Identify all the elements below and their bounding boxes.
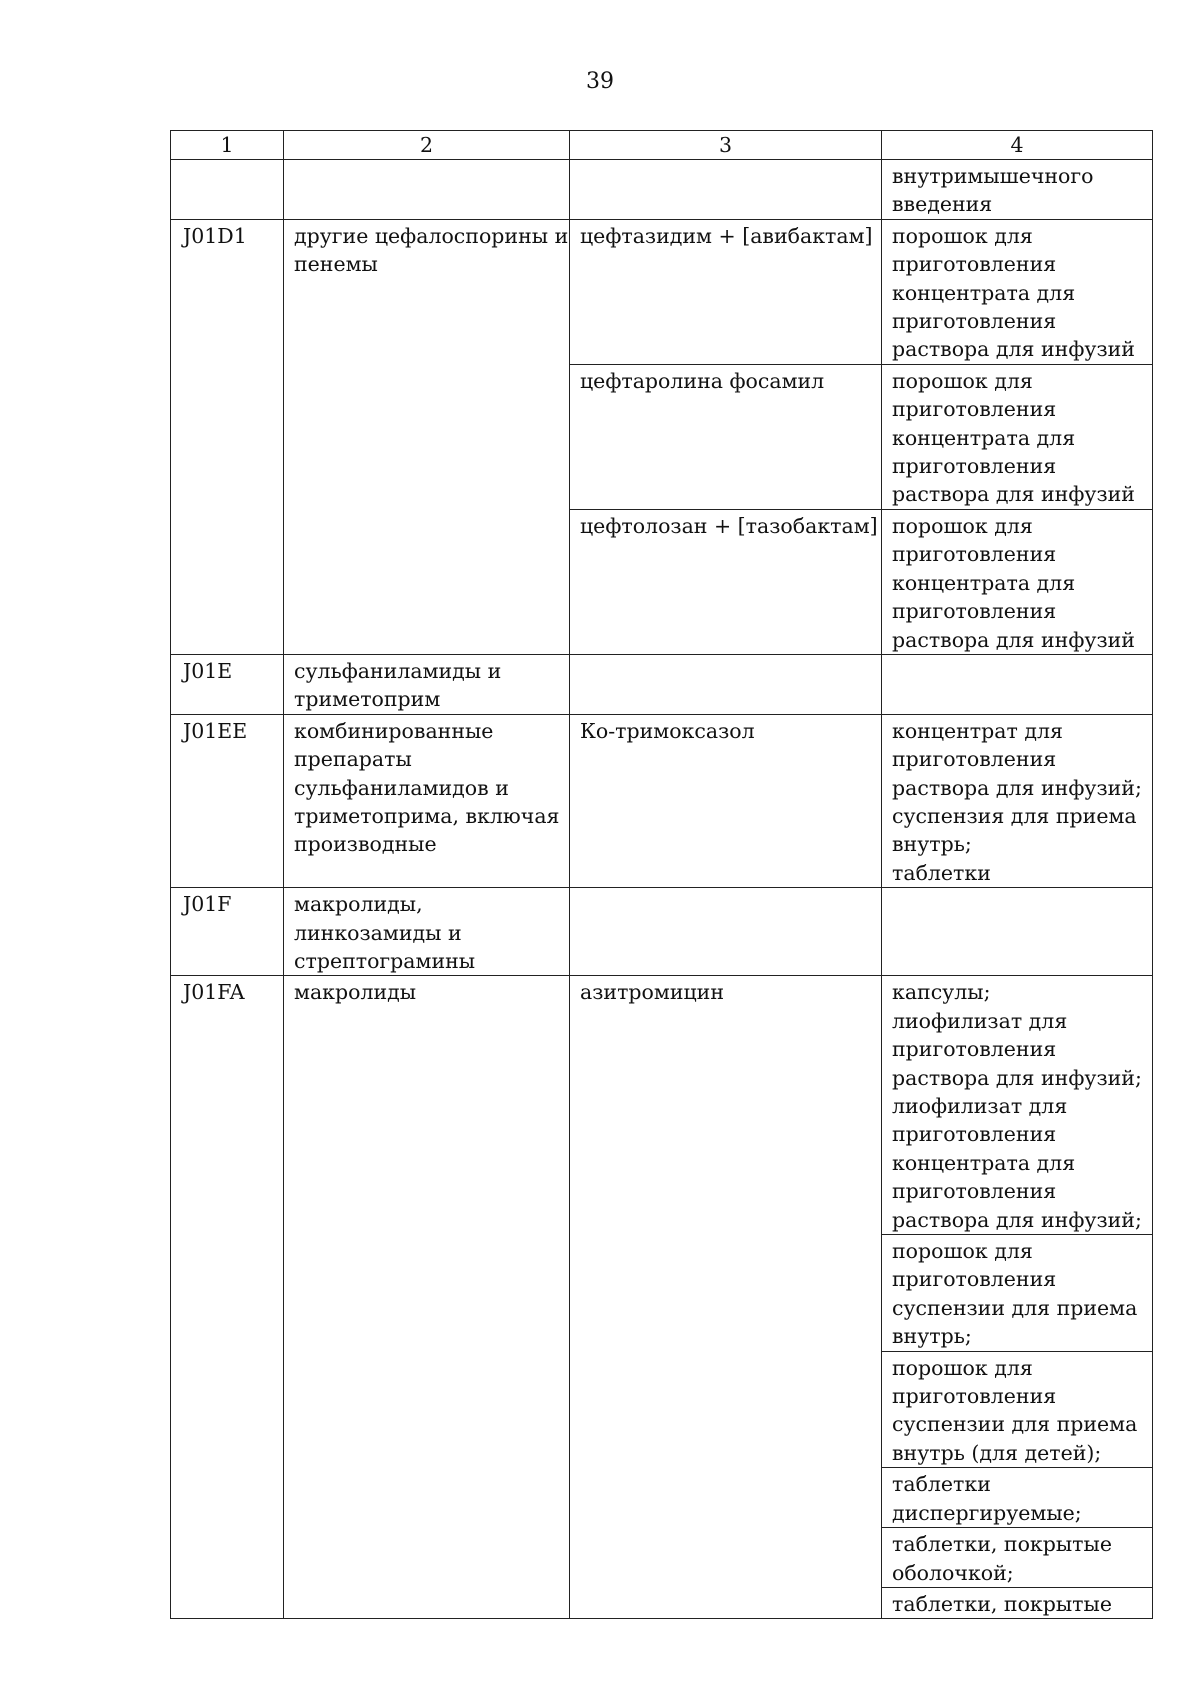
atc-code-cell: J01E bbox=[171, 654, 284, 714]
cell-text-line: приготовления bbox=[892, 1179, 1057, 1204]
atc-code-cell bbox=[171, 160, 284, 220]
dosage-form-cell bbox=[882, 976, 1153, 1235]
cell-text-line: линкозамиды и bbox=[294, 920, 462, 945]
cell-text-line: комбинированные bbox=[294, 718, 494, 743]
cell-text-line: концентрата для bbox=[892, 1150, 1076, 1175]
cell-text-line: раствора для инфузий bbox=[892, 482, 1135, 507]
cell-text-line: сульфаниламиды и bbox=[294, 658, 502, 683]
cell-text-line: цефтазидим + [авибактам] bbox=[580, 223, 873, 248]
cell-text-line: приготовления bbox=[892, 747, 1057, 772]
column-header-3: 3 bbox=[570, 131, 882, 160]
cell-text-line: приготовления bbox=[892, 542, 1057, 567]
atc-code-cell: J01FA bbox=[171, 976, 284, 1619]
cell-text-line: производные bbox=[294, 832, 437, 857]
cell-text-line: приготовления bbox=[892, 1384, 1057, 1409]
drug-name-cell bbox=[570, 509, 882, 654]
cell-text-line: приготовления bbox=[892, 1122, 1057, 1147]
group-name-cell bbox=[284, 976, 570, 1619]
column-header-4: 4 bbox=[882, 131, 1153, 160]
cell-text-line: азитромицин bbox=[580, 980, 724, 1005]
dosage-form-cell bbox=[882, 1468, 1153, 1528]
cell-text-line: раствора для инфузий; bbox=[892, 1207, 1142, 1232]
cell-text-line: приготовления bbox=[892, 454, 1057, 479]
cell-text-line: раствора для инфузий bbox=[892, 627, 1135, 652]
table-row bbox=[171, 160, 1153, 220]
cell-text-line: макролиды bbox=[294, 980, 417, 1005]
dosage-form-cell bbox=[882, 888, 1153, 976]
column-header-2: 2 bbox=[284, 131, 570, 160]
cell-text-line: оболочкой; bbox=[892, 1560, 1014, 1585]
cell-text-line: суспензии для приема bbox=[892, 1295, 1138, 1320]
atc-code-cell: J01F bbox=[171, 888, 284, 976]
cell-text-line: триметоприм bbox=[294, 687, 441, 712]
dosage-form-cell bbox=[882, 364, 1153, 509]
dosage-form-cell bbox=[882, 654, 1153, 714]
cell-text-line: таблетки bbox=[892, 860, 991, 885]
drug-name-cell bbox=[570, 654, 882, 714]
cell-text-line: капсулы; bbox=[892, 980, 991, 1005]
drug-name-cell bbox=[570, 160, 882, 220]
cell-text-line: введения bbox=[892, 192, 993, 217]
dosage-form-cell bbox=[882, 714, 1153, 887]
group-name-cell bbox=[284, 160, 570, 220]
cell-text-line: приготовления bbox=[892, 252, 1057, 277]
cell-text-line: таблетки, покрытые bbox=[892, 1532, 1112, 1557]
cell-text-line: суспензии для приема bbox=[892, 1412, 1138, 1437]
cell-text-line: препараты bbox=[294, 747, 412, 772]
cell-text-line: концентрат для bbox=[892, 718, 1063, 743]
dosage-form-cell bbox=[882, 1351, 1153, 1468]
drug-name-cell bbox=[570, 888, 882, 976]
cell-text-line: таблетки, покрытые bbox=[892, 1591, 1112, 1616]
cell-text-line: пенемы bbox=[294, 252, 378, 277]
cell-text-line: суспензия для приема bbox=[892, 803, 1137, 828]
cell-text-line: диспергируемые; bbox=[892, 1500, 1082, 1525]
page-number: 39 bbox=[586, 69, 614, 94]
cell-text-line: лиофилизат для bbox=[892, 1008, 1068, 1033]
cell-text-line: порошок для bbox=[892, 513, 1033, 538]
cell-text-line: раствора для инфузий; bbox=[892, 775, 1142, 800]
drug-name-cell bbox=[570, 364, 882, 509]
atc-code-cell: J01D1 bbox=[171, 219, 284, 654]
cell-text-line: цефтолозан + [тазобактам] bbox=[580, 513, 878, 538]
cell-text-line: другие цефалоспорины и bbox=[294, 223, 569, 248]
dosage-form-cell bbox=[882, 1235, 1153, 1352]
cell-text-line: таблетки bbox=[892, 1472, 991, 1497]
cell-text-line: цефтаролина фосамил bbox=[580, 368, 825, 393]
cell-text-line: приготовления bbox=[892, 1267, 1057, 1292]
cell-text-line: внутрь; bbox=[892, 832, 972, 857]
dosage-form-cell bbox=[882, 219, 1153, 364]
cell-text-line: порошок для bbox=[892, 368, 1033, 393]
cell-text-line: приготовления bbox=[892, 309, 1057, 334]
table-row bbox=[171, 976, 1153, 1235]
header-row bbox=[171, 131, 1153, 160]
cell-text-line: лиофилизат для bbox=[892, 1094, 1068, 1118]
cell-text-line: раствора для инфузий bbox=[892, 337, 1135, 362]
cell-text-line: внутримышечного bbox=[892, 164, 1094, 188]
drug-name-cell bbox=[570, 219, 882, 364]
cell-text-line: концентрата для bbox=[892, 570, 1076, 595]
table-row bbox=[171, 714, 1153, 887]
cell-text-line: внутрь (для детей); bbox=[892, 1440, 1102, 1465]
cell-text-line: триметоприма, включая bbox=[294, 803, 560, 828]
cell-text-line: приготовления bbox=[892, 397, 1057, 422]
atc-code-cell: J01EE bbox=[171, 714, 284, 887]
dosage-form-cell bbox=[882, 1587, 1153, 1618]
cell-text-line: приготовления bbox=[892, 599, 1057, 624]
cell-text-line: концентрата для bbox=[892, 280, 1076, 305]
cell-text-line: раствора для инфузий; bbox=[892, 1065, 1142, 1090]
cell-text-line: порошок для bbox=[892, 1355, 1033, 1380]
drug-name-cell bbox=[570, 714, 882, 887]
table-body bbox=[171, 131, 1153, 1619]
table-row bbox=[171, 219, 1153, 364]
cell-text-line: макролиды, bbox=[294, 892, 423, 917]
dosage-form-cell bbox=[882, 1528, 1153, 1588]
cell-text-line: порошок для bbox=[892, 223, 1033, 248]
medication-table bbox=[170, 130, 1153, 1619]
group-name-cell bbox=[284, 219, 570, 654]
table-row bbox=[171, 888, 1153, 976]
cell-text-line: сульфаниламидов и bbox=[294, 775, 509, 800]
column-header-1: 1 bbox=[171, 131, 284, 160]
dosage-form-cell bbox=[882, 160, 1153, 220]
cell-text-line: Ко-тримоксазол bbox=[580, 718, 755, 743]
cell-text-line: стрептограмины bbox=[294, 948, 476, 973]
cell-text-line: приготовления bbox=[892, 1037, 1057, 1062]
cell-text-line: порошок для bbox=[892, 1239, 1033, 1264]
group-name-cell bbox=[284, 888, 570, 976]
group-name-cell bbox=[284, 714, 570, 887]
cell-text-line: внутрь; bbox=[892, 1324, 972, 1349]
dosage-form-cell bbox=[882, 509, 1153, 654]
group-name-cell bbox=[284, 654, 570, 714]
table-row bbox=[171, 654, 1153, 714]
drug-name-cell bbox=[570, 976, 882, 1619]
cell-text-line: концентрата для bbox=[892, 425, 1076, 450]
